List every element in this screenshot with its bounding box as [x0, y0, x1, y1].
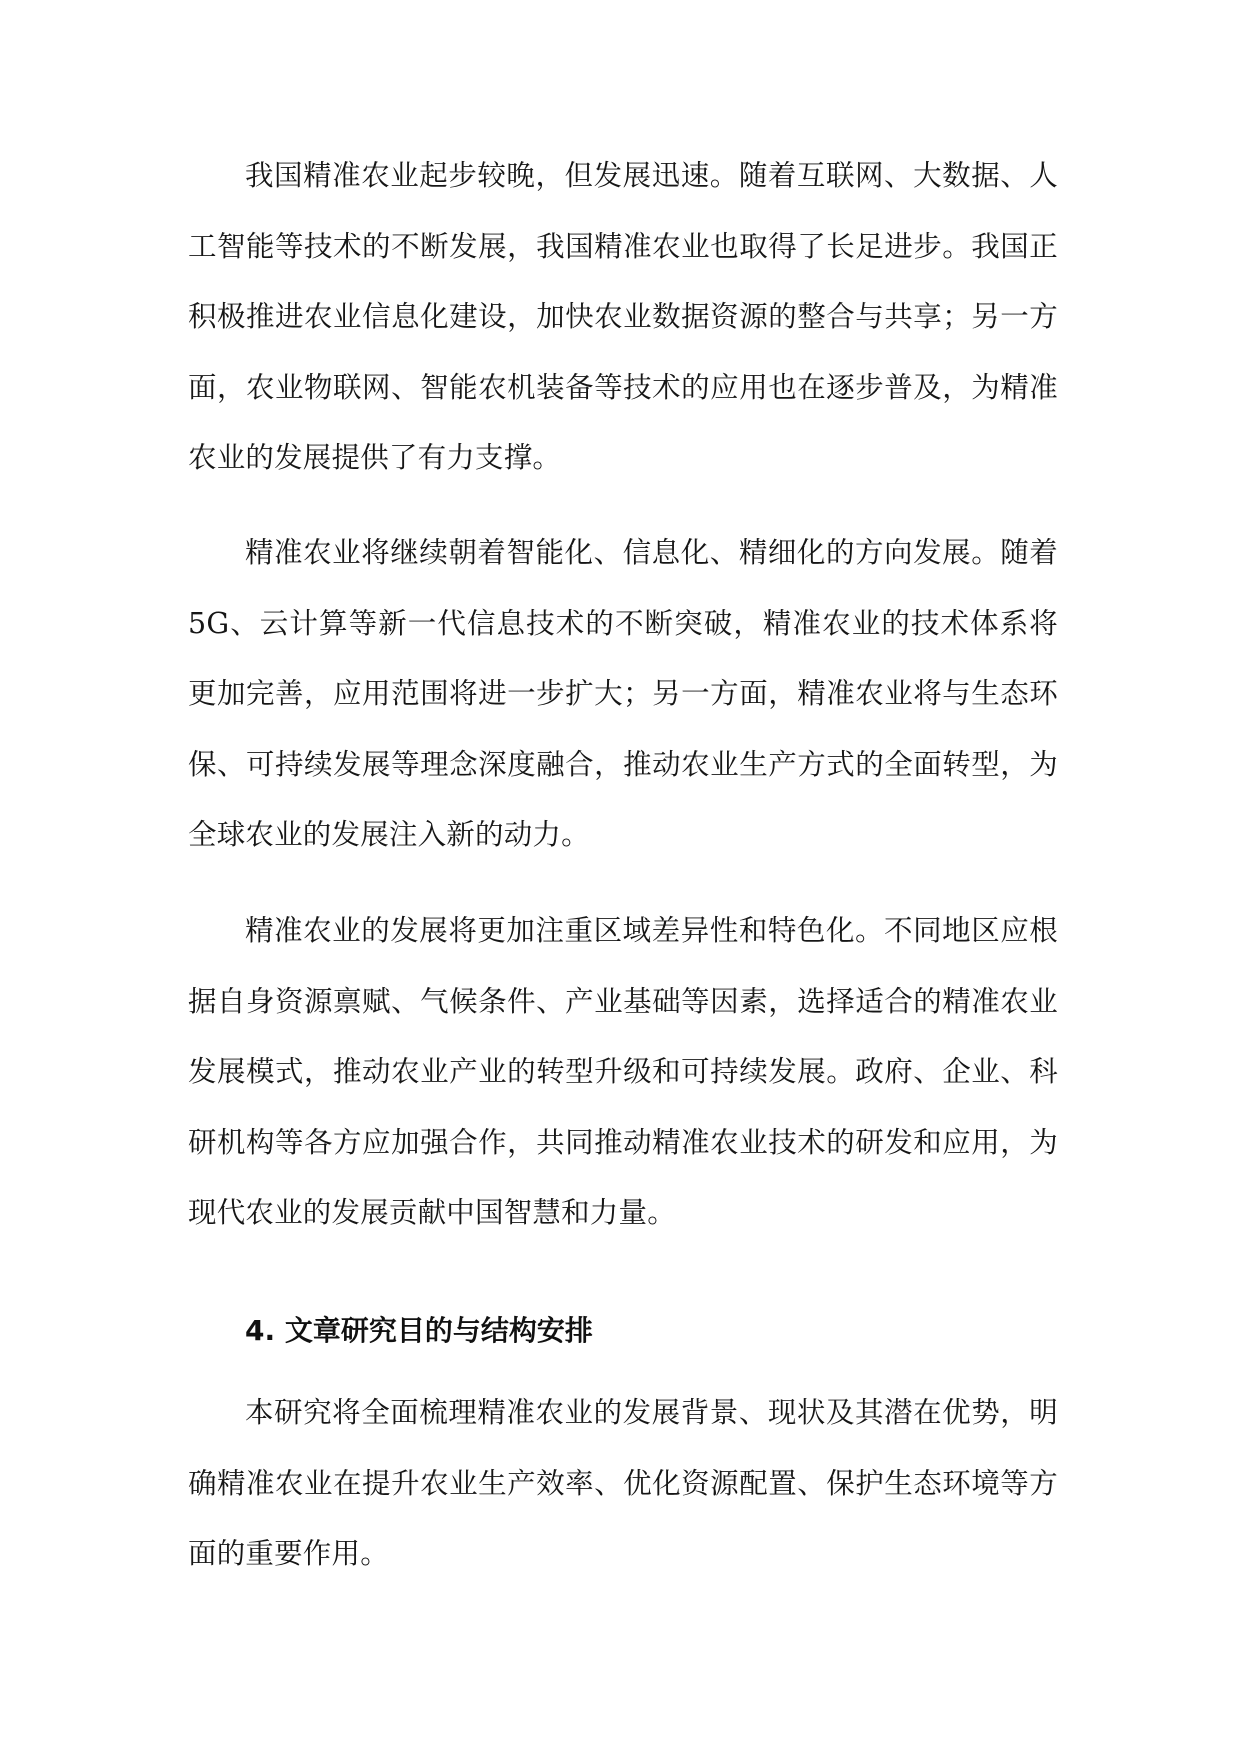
body-paragraph-development-status: 我国精准农业起步较晚，但发展迅速。随着互联网、大数据、人工智能等技术的不断发展，我国精准农业也取得了长足进步。我国正积极推进农业信息化建设，加快农业数据资源的整合与共享；另一方面，农业物联网、智能农机装备等技术的应用也在逐步普及，为精准农业的发展提供了有力支撑。 — [188, 159, 1058, 474]
section-heading: 4. 文章研究目的与结构安排 — [245, 1314, 593, 1347]
body-paragraph-research-purpose: 本研究将全面梳理精准农业的发展背景、现状及其潜在优势，明确精准农业在提升农业生产效率、优化资源配置、保护生态环境等方面的重要作用。 — [188, 1396, 1058, 1570]
body-paragraph-regional-differentiation: 精准农业的发展将更加注重区域差异性和特色化。不同地区应根据自身资源禀赋、气候条件、产业基础等因素，选择适合的精准农业发展模式，推动农业产业的转型升级和可持续发展。政府、企业、科研机构等各方应加强合作，共同推动精准农业技术的研发和应用，为现代农业的发展贡献中国智慧和力量。 — [188, 914, 1058, 1229]
body-paragraph-future-trends: 精准农业将继续朝着智能化、信息化、精细化的方向发展。随着5G、云计算等新一代信息技术的不断突破，精准农业的技术体系将更加完善，应用范围将进一步扩大；另一方面，精准农业将与生态环保、可持续发展等理念深度融合，推动农业生产方式的全面转型，为全球农业的发展注入新的动力。 — [188, 536, 1058, 851]
